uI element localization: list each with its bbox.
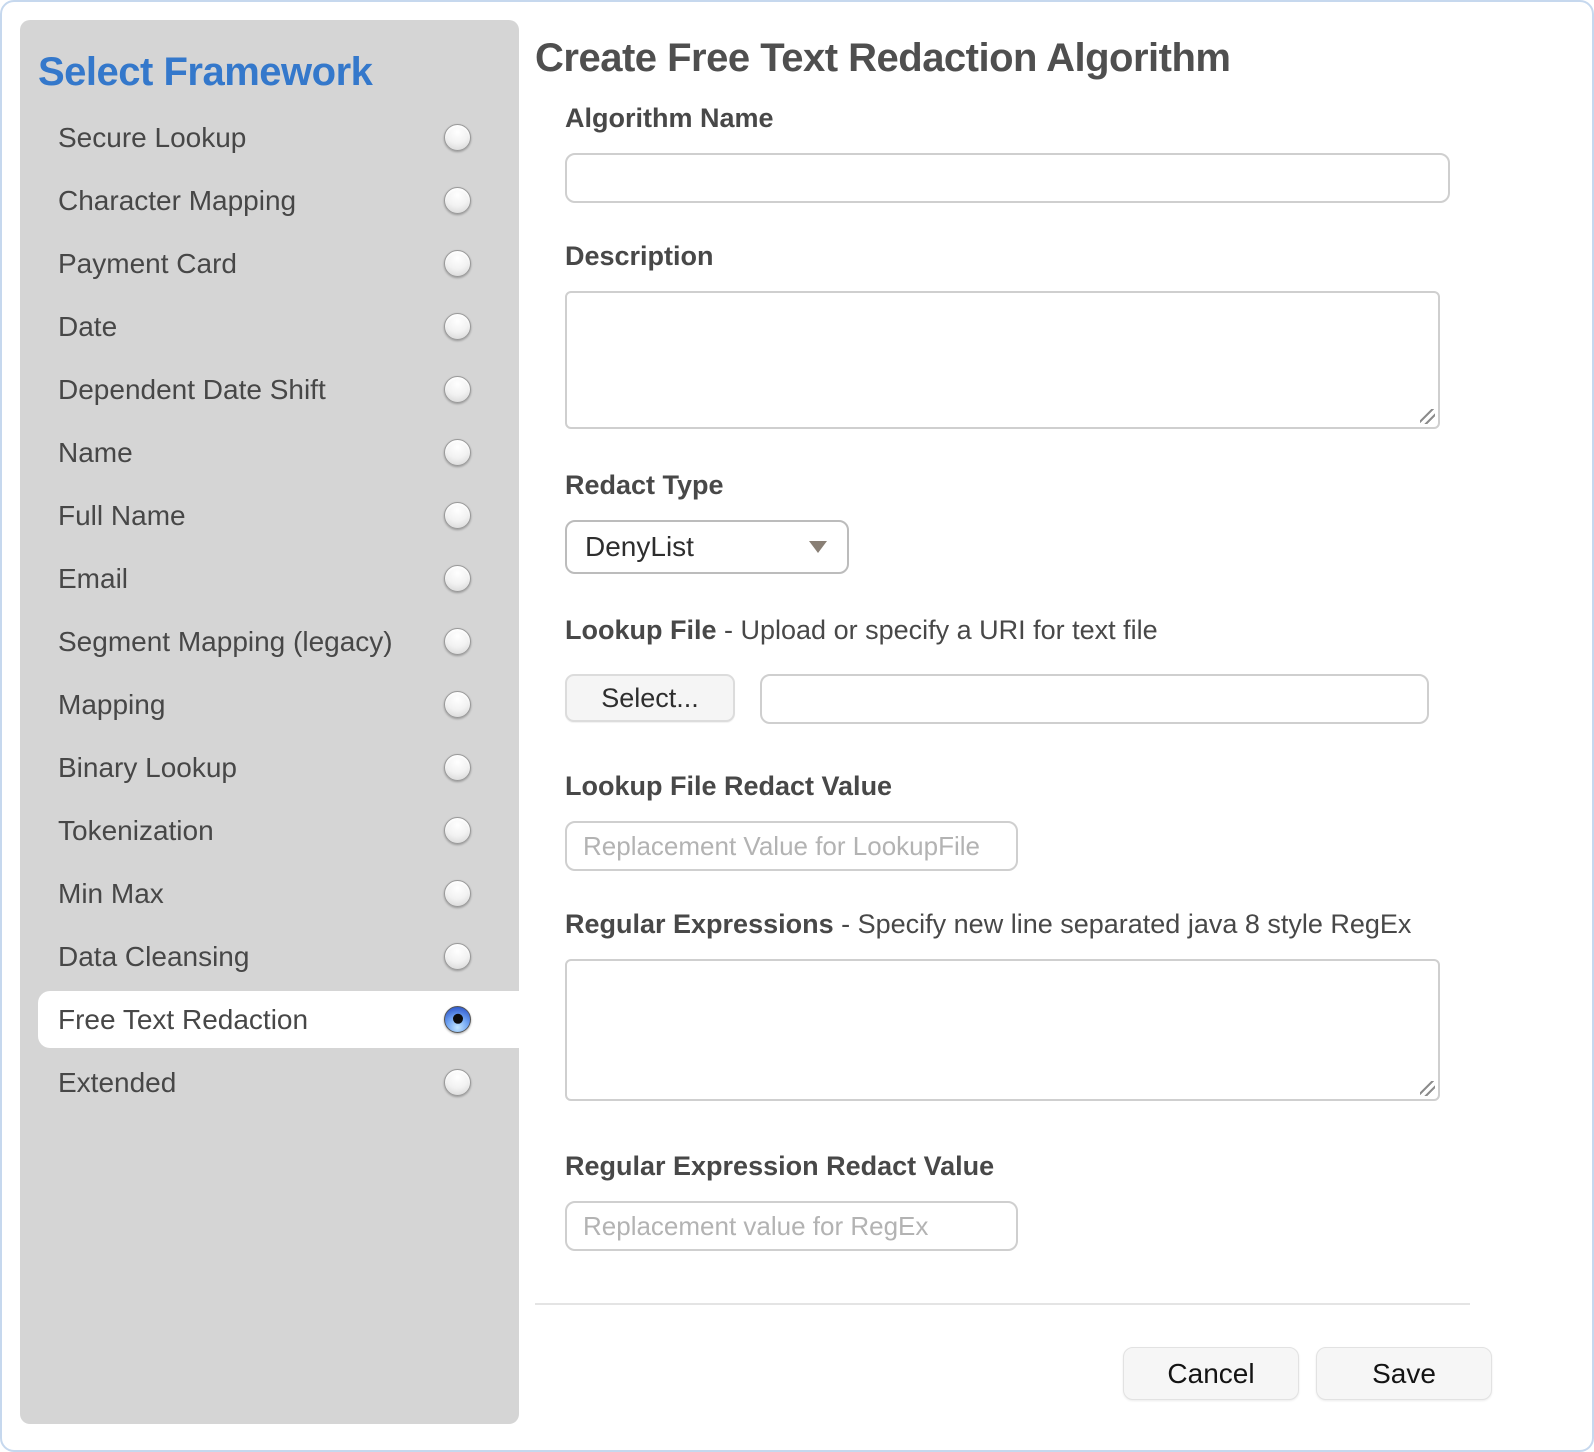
sidebar-item-label: Dependent Date Shift [58,373,326,405]
lookup-file-group [565,615,1592,724]
lookup-file-redact-value-label: Lookup File Redact Value [565,771,893,801]
sidebar-item-full-name[interactable] [20,487,519,544]
lookup-file-uri-input[interactable] [760,674,1429,724]
algorithm-name-label: Algorithm Name [565,103,774,133]
sidebar-item-label: Mapping [58,688,166,720]
sidebar-item-label: Character Mapping [58,184,297,216]
page-title: Create Free Text Redaction Algorithm [535,36,1231,80]
sidebar-item-label: Date [58,310,118,342]
framework-radio[interactable] [444,250,471,277]
regex-redact-value-label: Regular Expression Redact Value [565,1151,995,1181]
regular-expressions-label [565,909,1592,940]
framework-radio[interactable] [444,817,471,844]
sidebar-item-label: Min Max [58,877,164,909]
redact-type-group [565,470,1592,574]
sidebar-item-label: Binary Lookup [58,751,238,783]
sidebar-item-label: Extended [58,1066,177,1098]
sidebar-item-label: Data Cleansing [58,940,250,972]
framework-radio[interactable] [444,502,471,529]
sidebar-item-min-max[interactable] [20,865,519,922]
regular-expressions-label-strong: Regular Expressions [565,909,834,939]
sidebar-item-name[interactable] [20,424,519,481]
sidebar-item-label: Payment Card [58,247,237,279]
chevron-down-icon [809,541,827,553]
framework-radio[interactable] [444,1006,471,1033]
cancel-button[interactable]: Cancel [1123,1347,1299,1400]
description-label: Description [565,241,714,271]
framework-list [20,109,519,1111]
sidebar-item-character-mapping[interactable] [20,172,519,229]
description-textarea[interactable] [565,291,1440,429]
algorithm-name-input[interactable] [565,153,1450,203]
algorithm-form [565,103,1592,1251]
action-buttons [535,1347,1492,1400]
framework-radio[interactable] [444,880,471,907]
framework-radio[interactable] [444,565,471,592]
redact-type-selected-value: DenyList [585,531,694,562]
framework-radio[interactable] [444,313,471,340]
sidebar-item-label: Secure Lookup [58,121,247,153]
sidebar-item-secure-lookup[interactable] [20,109,519,166]
regex-textarea-wrap [565,959,1440,1101]
framework-radio[interactable] [444,943,471,970]
sidebar-title: Select Framework [38,50,373,94]
framework-radio[interactable] [444,691,471,718]
sidebar-item-segment-mapping-legacy[interactable] [20,613,519,670]
framework-radio[interactable] [444,124,471,151]
regular-expressions-group [565,909,1592,1106]
footer-divider [535,1303,1470,1305]
framework-radio[interactable] [444,628,471,655]
sidebar-item-free-text-redaction[interactable] [38,991,519,1048]
main-panel [519,2,1592,1450]
select-file-button[interactable]: Select... [565,674,735,722]
sidebar-item-label: Segment Mapping (legacy) [58,625,393,657]
sidebar-item-mapping[interactable] [20,676,519,733]
sidebar-item-label: Tokenization [58,814,214,846]
lookup-file-label [565,615,1592,646]
regular-expressions-hint: - Specify new line separated java 8 style RegEx [841,909,1412,939]
regex-textarea[interactable] [565,959,1440,1101]
sidebar-item-tokenization[interactable] [20,802,519,859]
algorithm-name-group [565,103,1592,203]
sidebar-item-payment-card[interactable] [20,235,519,292]
description-textarea-wrap [565,291,1440,429]
sidebar-item-binary-lookup[interactable] [20,739,519,796]
framework-radio[interactable] [444,754,471,781]
sidebar-item-extended[interactable] [20,1054,519,1111]
lookup-file-label-strong: Lookup File [565,615,717,645]
save-button[interactable]: Save [1316,1347,1492,1400]
framework-radio[interactable] [444,439,471,466]
sidebar-item-date[interactable] [20,298,519,355]
lookup-file-row [565,674,1592,724]
framework-radio[interactable] [444,1069,471,1096]
sidebar-item-data-cleansing[interactable] [20,928,519,985]
sidebar-item-label: Free Text Redaction [58,1003,309,1035]
regex-redact-value-group [565,1151,1592,1251]
framework-radio[interactable] [444,187,471,214]
lookup-file-redact-value-input[interactable] [565,821,1018,871]
framework-sidebar [20,20,519,1424]
sidebar-item-label: Full Name [58,499,186,531]
description-group [565,241,1592,434]
redact-type-label: Redact Type [565,470,724,500]
framework-radio[interactable] [444,376,471,403]
lookup-file-hint: - Upload or specify a URI for text file [724,615,1158,645]
sidebar-item-email[interactable] [20,550,519,607]
regex-redact-value-input[interactable] [565,1201,1018,1251]
redact-type-select[interactable] [565,520,849,574]
sidebar-item-label: Name [58,436,133,468]
lookup-file-redact-value-group [565,771,1592,871]
sidebar-item-dependent-date-shift[interactable] [20,361,519,418]
sidebar-item-label: Email [58,562,129,594]
